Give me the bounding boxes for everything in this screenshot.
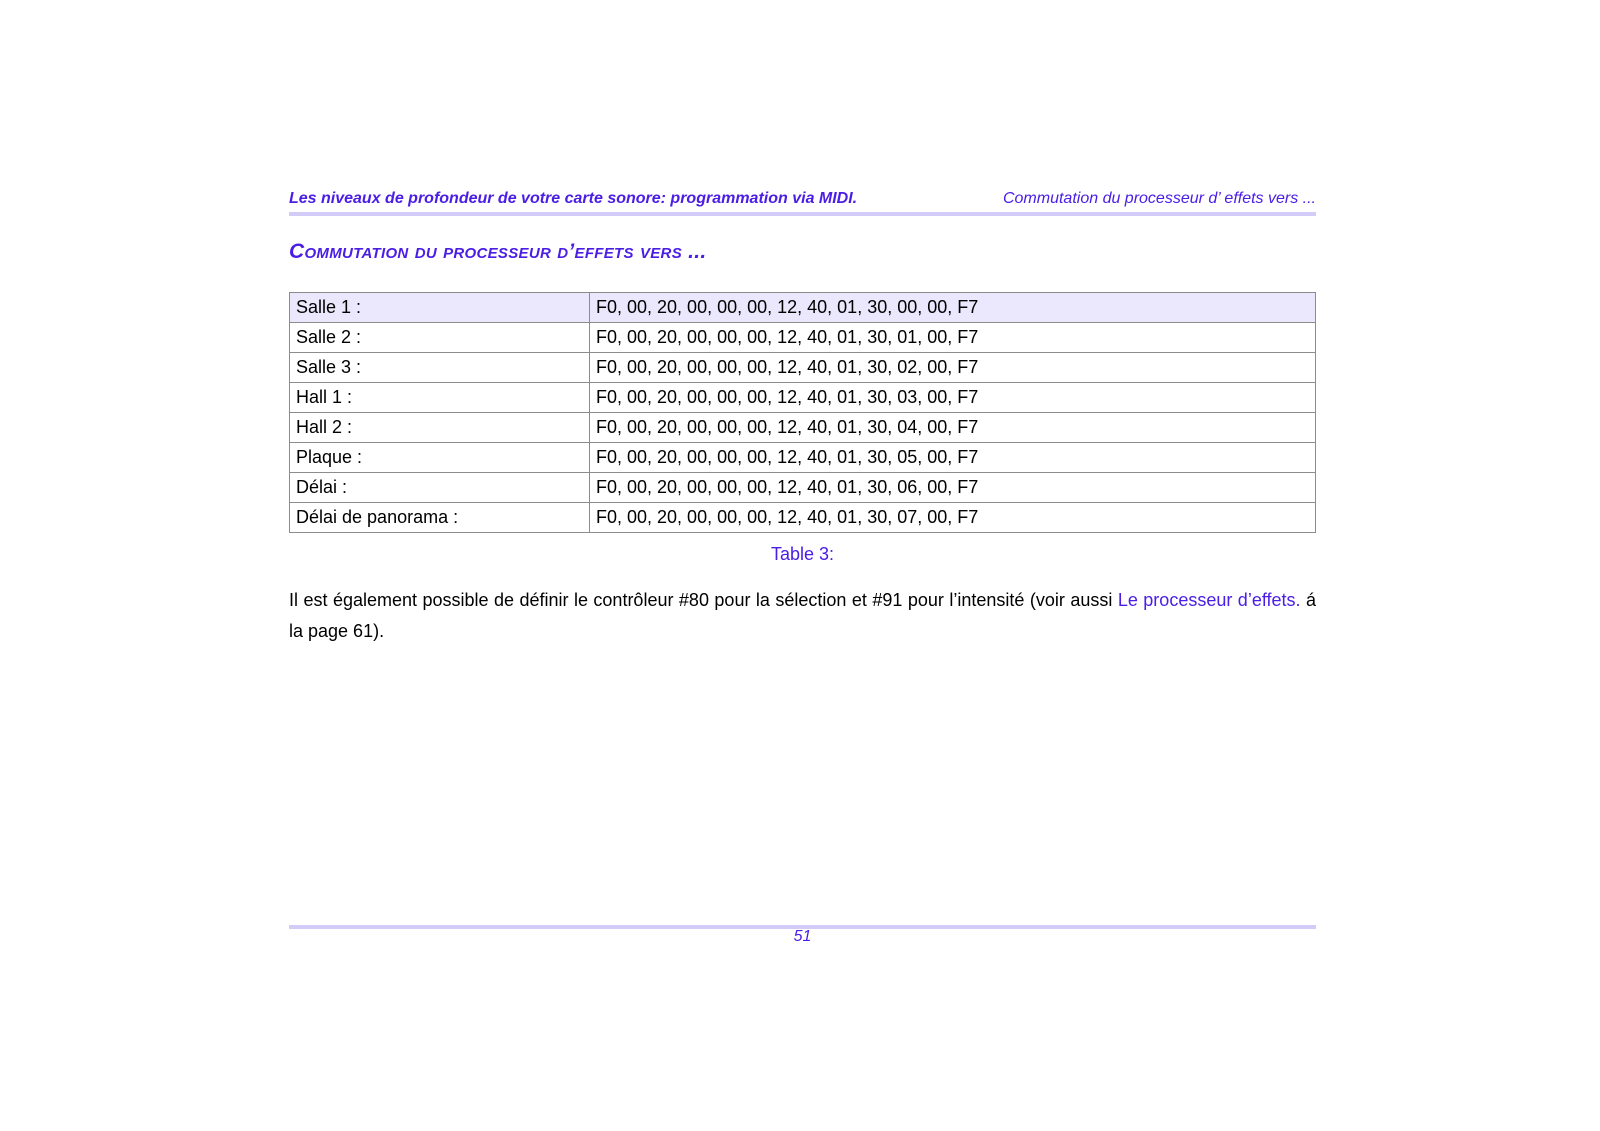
effect-name-cell: Délai : (290, 473, 590, 503)
table-row (290, 323, 1316, 353)
sysex-command-cell: F0, 00, 20, 00, 00, 00, 12, 40, 01, 30, 02, 00, F7 (590, 353, 1316, 383)
sysex-command-cell: F0, 00, 20, 00, 00, 00, 12, 40, 01, 30, 05, 00, F7 (590, 443, 1316, 473)
table-row (290, 413, 1316, 443)
running-header (289, 188, 1316, 212)
effects-command-table (289, 292, 1316, 533)
document-page (289, 0, 1316, 1131)
effects-processor-link[interactable]: Le processeur d’effets. (1117, 590, 1301, 610)
table-row (290, 473, 1316, 503)
effect-name-cell: Délai de panorama : (290, 503, 590, 533)
effect-name-cell: Hall 2 : (290, 413, 590, 443)
table-row (290, 443, 1316, 473)
sysex-command-cell: F0, 00, 20, 00, 00, 00, 12, 40, 01, 30, 07, 00, F7 (590, 503, 1316, 533)
table-row (290, 353, 1316, 383)
header-chapter-title: Les niveaux de profondeur de votre carte sonore: programmation via MIDI. (289, 190, 858, 207)
sysex-command-cell: F0, 00, 20, 00, 00, 00, 12, 40, 01, 30, 06, 00, F7 (590, 473, 1316, 503)
effect-name-cell: Salle 1 : (290, 293, 590, 323)
body-paragraph (289, 585, 1316, 647)
effect-name-cell: Salle 2 : (290, 323, 590, 353)
table-caption: Table 3: (770, 544, 835, 564)
sysex-command-cell: F0, 00, 20, 00, 00, 00, 12, 40, 01, 30, 03, 00, F7 (590, 383, 1316, 413)
header-section-title: Commutation du processeur d’ effets vers ... (1002, 190, 1316, 207)
body-text-intro: Il est également possible de définir le contrôleur #80 pour la sélection et #91 pour l’intensité (voir aussi (289, 590, 1118, 610)
table-row (290, 383, 1316, 413)
table-row (290, 503, 1316, 533)
sysex-command-cell: F0, 00, 20, 00, 00, 00, 12, 40, 01, 30, 01, 00, F7 (590, 323, 1316, 353)
effect-name-cell: Salle 3 : (290, 353, 590, 383)
table-row (290, 293, 1316, 323)
page-number: 51 (793, 928, 812, 945)
header-divider (289, 212, 1316, 216)
sysex-command-cell: F0, 00, 20, 00, 00, 00, 12, 40, 01, 30, 04, 00, F7 (590, 413, 1316, 443)
effect-name-cell: Hall 1 : (290, 383, 590, 413)
sysex-command-cell: F0, 00, 20, 00, 00, 00, 12, 40, 01, 30, 00, 00, F7 (590, 293, 1316, 323)
effect-name-cell: Plaque : (290, 443, 590, 473)
body-text-page-ref: á la page 61). (289, 590, 1316, 641)
section-heading: Commutation du processeur d’effets vers ... (289, 240, 707, 263)
